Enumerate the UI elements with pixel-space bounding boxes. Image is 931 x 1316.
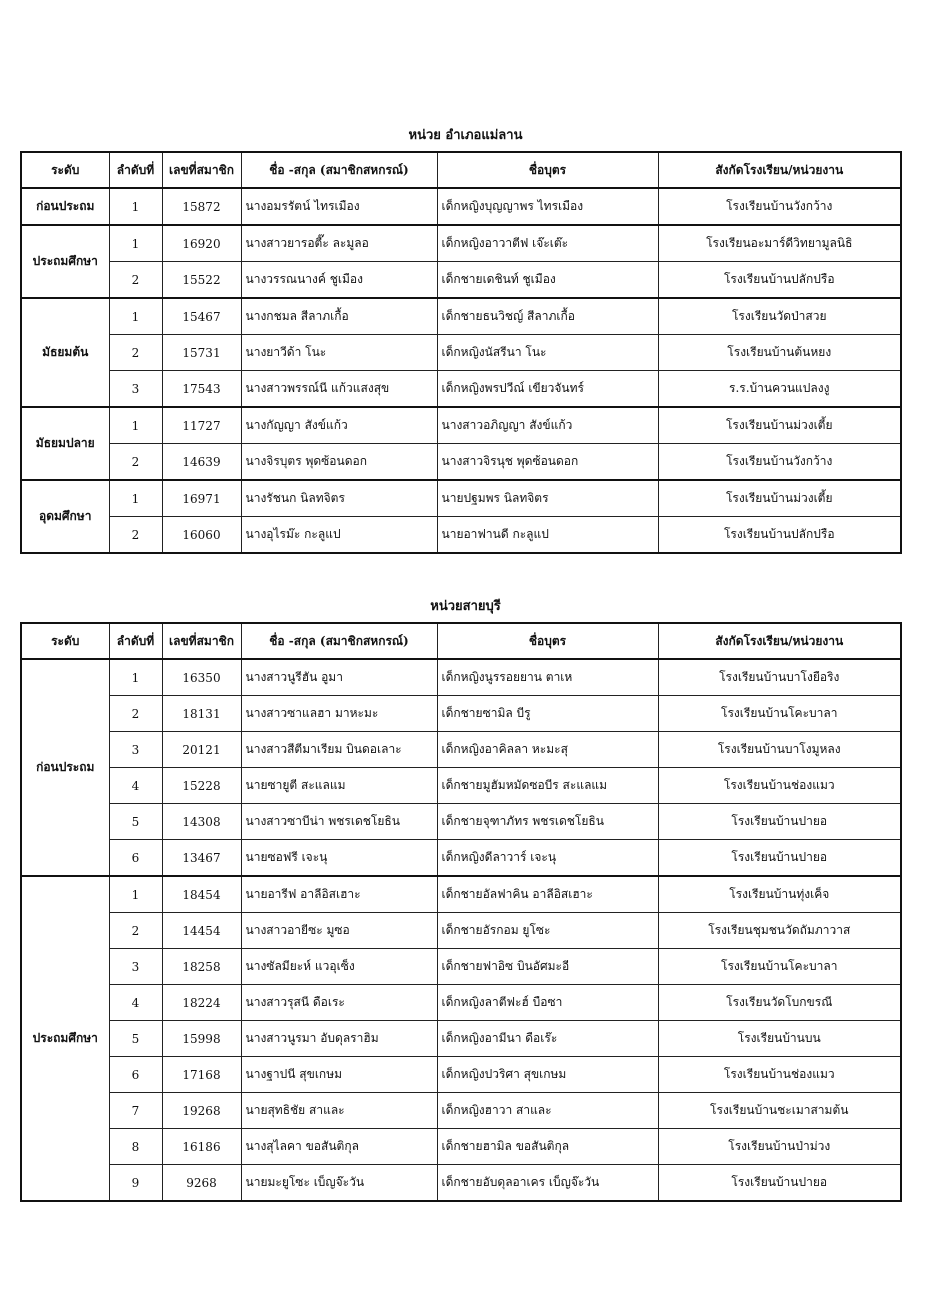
table-row (21, 517, 901, 554)
child-name-cell: เด็กชายอัรกอม ยูโซะ (437, 913, 658, 949)
table-row (21, 804, 901, 840)
table-header-row (21, 623, 901, 659)
level-cell: มัธยมปลาย (21, 407, 109, 480)
header-child-name: ชื่อบุตร (437, 152, 658, 188)
school-cell: โรงเรียนบ้านม่วงเตี้ย (658, 407, 901, 444)
school-cell: โรงเรียนบ้านต้นหยง (658, 335, 901, 371)
member-name-cell: นางสาวนูรมา อับดุลราฮิม (241, 1021, 437, 1057)
child-name-cell: นายปฐมพร นิลทจิตร (437, 480, 658, 517)
table-row (21, 732, 901, 768)
member-no-cell: 19268 (162, 1093, 241, 1129)
child-name-cell: เด็กหญิงบุญญาพร ไทรเมือง (437, 188, 658, 225)
member-no-cell: 15228 (162, 768, 241, 804)
member-name-cell: นางซัลมียะห์ แวอุเซ็ง (241, 949, 437, 985)
order-cell: 6 (109, 840, 162, 877)
header-order: ลำดับที่ (109, 623, 162, 659)
member-name-cell: นางสาวนูรีฮัน อูมา (241, 659, 437, 696)
child-name-cell: เด็กชายเดชินท์ ชูเมือง (437, 262, 658, 299)
table-row (21, 840, 901, 877)
member-name-cell: นางสาวยารอตี๊ะ ละมูลอ (241, 225, 437, 262)
member-name-cell: นางกัญญา สังข์แก้ว (241, 407, 437, 444)
table-row (21, 444, 901, 481)
member-no-cell: 17168 (162, 1057, 241, 1093)
table-row (21, 1021, 901, 1057)
level-cell: อุดมศึกษา (21, 480, 109, 553)
child-name-cell: เด็กชายฮามิล ขอสันติกุล (437, 1129, 658, 1165)
level-cell: ก่อนประถม (21, 659, 109, 876)
member-name-cell: นางสาวสีตีมาเรียม บินดอเลาะ (241, 732, 437, 768)
member-no-cell: 16060 (162, 517, 241, 554)
school-cell: โรงเรียนวัดป่าสวย (658, 298, 901, 335)
order-cell: 1 (109, 298, 162, 335)
order-cell: 5 (109, 804, 162, 840)
child-name-cell: เด็กหญิงฮาวา สาและ (437, 1093, 658, 1129)
school-cell: โรงเรียนบ้านวังกว้าง (658, 444, 901, 481)
order-cell: 9 (109, 1165, 162, 1202)
order-cell: 1 (109, 876, 162, 913)
school-cell: โรงเรียนอะมาร์ดีวิทยามูลนิธิ (658, 225, 901, 262)
section1-title: หน่วย อำเภอแม่ลาน (408, 128, 523, 143)
child-name-cell: เด็กชายซามิล บีรู (437, 696, 658, 732)
member-name-cell: นางสาวพรรณ์นี แก้วแสงสุข (241, 371, 437, 408)
table-row (21, 1093, 901, 1129)
child-name-cell: นางสาวจิรนุช พุดซ้อนดอก (437, 444, 658, 481)
order-cell: 3 (109, 949, 162, 985)
order-cell: 2 (109, 696, 162, 732)
member-no-cell: 18131 (162, 696, 241, 732)
school-cell: โรงเรียนบ้านบาโงยือริง (658, 659, 901, 696)
child-name-cell: เด็กหญิงดีลาวาร์ เจะนุ (437, 840, 658, 877)
member-no-cell: 15998 (162, 1021, 241, 1057)
level-cell: ประถมศึกษา (21, 876, 109, 1201)
member-name-cell: นางวรรณนางค์ ชูเมือง (241, 262, 437, 299)
table-section2 (20, 622, 902, 1202)
order-cell: 1 (109, 188, 162, 225)
table-row (21, 407, 901, 444)
header-level: ระดับ (21, 152, 109, 188)
order-cell: 6 (109, 1057, 162, 1093)
order-cell: 2 (109, 335, 162, 371)
table-row (21, 985, 901, 1021)
child-name-cell: เด็กหญิงพรปวีณ์ เขียวจันทร์ (437, 371, 658, 408)
school-cell: โรงเรียนบ้านปลักปรือ (658, 262, 901, 299)
order-cell: 4 (109, 985, 162, 1021)
child-name-cell: เด็กชายอับดุลอาเคร เบ็ญจ๊ะวัน (437, 1165, 658, 1202)
level-cell: ประถมศึกษา (21, 225, 109, 298)
member-no-cell: 16350 (162, 659, 241, 696)
member-no-cell: 18258 (162, 949, 241, 985)
member-no-cell: 9268 (162, 1165, 241, 1202)
member-name-cell: นางสุไลคา ขอสันติกุล (241, 1129, 437, 1165)
order-cell: 2 (109, 913, 162, 949)
order-cell: 3 (109, 732, 162, 768)
child-name-cell: เด็กหญิงปวริศา สุขเกษม (437, 1057, 658, 1093)
order-cell: 2 (109, 444, 162, 481)
member-no-cell: 11727 (162, 407, 241, 444)
child-name-cell: นางสาวอภิญญา สังข์แก้ว (437, 407, 658, 444)
level-cell: ก่อนประถม (21, 188, 109, 225)
member-no-cell: 14639 (162, 444, 241, 481)
table-row (21, 913, 901, 949)
member-name-cell: นางอุไรม๊ะ กะลูแป (241, 517, 437, 554)
order-cell: 1 (109, 659, 162, 696)
child-name-cell: เด็กชายอัลฟาคิน อาลีอิสเฮาะ (437, 876, 658, 913)
table-row (21, 659, 901, 696)
member-no-cell: 20121 (162, 732, 241, 768)
member-name-cell: นางอมรรัตน์ ไทรเมือง (241, 188, 437, 225)
table-row (21, 371, 901, 408)
child-name-cell: เด็กหญิงอามีนา ดือเร๊ะ (437, 1021, 658, 1057)
table-row (21, 335, 901, 371)
table-header-row (21, 152, 901, 188)
header-member-no: เลขที่สมาชิก (162, 623, 241, 659)
child-name-cell: เด็กชายมูฮัมหมัดซอบีร สะแลแม (437, 768, 658, 804)
table-row (21, 298, 901, 335)
order-cell: 1 (109, 480, 162, 517)
school-cell: โรงเรียนบ้านช่องแมว (658, 1057, 901, 1093)
member-no-cell: 18454 (162, 876, 241, 913)
school-cell: โรงเรียนบ้านปลักปรือ (658, 517, 901, 554)
child-name-cell: เด็กหญิงอาคิลลา หะมะสุ (437, 732, 658, 768)
member-no-cell: 18224 (162, 985, 241, 1021)
member-name-cell: นางสาวซาแลฮา มาหะมะ (241, 696, 437, 732)
header-level: ระดับ (21, 623, 109, 659)
school-cell: โรงเรียนบ้านปายอ (658, 804, 901, 840)
header-member-name: ชื่อ -สกุล (สมาชิกสหกรณ์) (241, 152, 437, 188)
order-cell: 4 (109, 768, 162, 804)
header-child-name: ชื่อบุตร (437, 623, 658, 659)
member-no-cell: 13467 (162, 840, 241, 877)
header-school: สังกัดโรงเรียน/หน่วยงาน (658, 152, 901, 188)
child-name-cell: เด็กชายธนวิชญ์ สีลาภเกื้อ (437, 298, 658, 335)
table-row (21, 1165, 901, 1202)
table-row (21, 768, 901, 804)
table-section1 (20, 151, 902, 554)
member-name-cell: นายซอฟรี เจะนุ (241, 840, 437, 877)
school-cell: โรงเรียนบ้านบาโงมูหลง (658, 732, 901, 768)
table-row (21, 480, 901, 517)
header-order: ลำดับที่ (109, 152, 162, 188)
school-cell: โรงเรียนชุมชนวัดถัมภาวาส (658, 913, 901, 949)
order-cell: 8 (109, 1129, 162, 1165)
child-name-cell: เด็กหญิงนัสรีนา โนะ (437, 335, 658, 371)
child-name-cell: เด็กหญิงลาตีฟะฮ์ บือซา (437, 985, 658, 1021)
member-no-cell: 14308 (162, 804, 241, 840)
child-name-cell: นายอาฟานดี กะลูแป (437, 517, 658, 554)
member-name-cell: นางสาวอายีซะ มูซอ (241, 913, 437, 949)
school-cell: โรงเรียนบ้านปายอ (658, 1165, 901, 1202)
table-row (21, 225, 901, 262)
member-name-cell: นางรัชนก นิลทจิตร (241, 480, 437, 517)
order-cell: 5 (109, 1021, 162, 1057)
member-name-cell: นายมะยูโซะ เบ็ญจ๊ะวัน (241, 1165, 437, 1202)
school-cell: โรงเรียนบ้านปายอ (658, 840, 901, 877)
school-cell: โรงเรียนบ้านทุ่งเค็จ (658, 876, 901, 913)
header-school: สังกัดโรงเรียน/หน่วยงาน (658, 623, 901, 659)
member-name-cell: นางกชมล สีลาภเกื้อ (241, 298, 437, 335)
school-cell: โรงเรียนบ้านช่องแมว (658, 768, 901, 804)
member-no-cell: 16186 (162, 1129, 241, 1165)
member-name-cell: นางยาวีด้า โนะ (241, 335, 437, 371)
table-row (21, 696, 901, 732)
school-cell: โรงเรียนบ้านวังกว้าง (658, 188, 901, 225)
school-cell: โรงเรียนบ้านม่วงเตี้ย (658, 480, 901, 517)
school-cell: โรงเรียนวัดโบกขรณี (658, 985, 901, 1021)
header-member-no: เลขที่สมาชิก (162, 152, 241, 188)
order-cell: 2 (109, 517, 162, 554)
member-no-cell: 16971 (162, 480, 241, 517)
child-name-cell: เด็กชายจุฑาภัทร พชรเดชโยธิน (437, 804, 658, 840)
table-row (21, 188, 901, 225)
order-cell: 3 (109, 371, 162, 408)
member-no-cell: 17543 (162, 371, 241, 408)
child-name-cell: เด็กชายฟาอิซ บินอัศมะอี (437, 949, 658, 985)
member-no-cell: 15872 (162, 188, 241, 225)
table-row (21, 1129, 901, 1165)
school-cell: โรงเรียนบ้านโคะบาลา (658, 949, 901, 985)
school-cell: โรงเรียนบ้านโคะบาลา (658, 696, 901, 732)
order-cell: 1 (109, 407, 162, 444)
member-no-cell: 16920 (162, 225, 241, 262)
member-no-cell: 15467 (162, 298, 241, 335)
school-cell: โรงเรียนบ้านบน (658, 1021, 901, 1057)
table-row (21, 876, 901, 913)
school-cell: ร.ร.บ้านควนแปลงงู (658, 371, 901, 408)
order-cell: 2 (109, 262, 162, 299)
member-no-cell: 15522 (162, 262, 241, 299)
order-cell: 7 (109, 1093, 162, 1129)
section2-title: หน่วยสายบุรี (430, 599, 501, 614)
member-name-cell: นางสาวรุสนี ดือเระ (241, 985, 437, 1021)
member-name-cell: นางสาวซาบีน่า พชรเดชโยธิน (241, 804, 437, 840)
table-row (21, 262, 901, 299)
level-cell: มัธยมต้น (21, 298, 109, 407)
table-row (21, 1057, 901, 1093)
member-name-cell: นายซายูตี สะแลแม (241, 768, 437, 804)
table-row (21, 949, 901, 985)
header-member-name: ชื่อ -สกุล (สมาชิกสหกรณ์) (241, 623, 437, 659)
member-name-cell: นายสุทธิชัย สาและ (241, 1093, 437, 1129)
member-name-cell: นางฐาปนี สุขเกษม (241, 1057, 437, 1093)
member-name-cell: นายอารีฟ อาลีอิสเฮาะ (241, 876, 437, 913)
child-name-cell: เด็กหญิงอาวาตีฟ เจ๊ะเต๊ะ (437, 225, 658, 262)
order-cell: 1 (109, 225, 162, 262)
child-name-cell: เด็กหญิงนูรรอยยาน ตาเห (437, 659, 658, 696)
member-no-cell: 14454 (162, 913, 241, 949)
school-cell: โรงเรียนบ้านป่าม่วง (658, 1129, 901, 1165)
member-no-cell: 15731 (162, 335, 241, 371)
school-cell: โรงเรียนบ้านชะเมาสามต้น (658, 1093, 901, 1129)
member-name-cell: นางจิรบุตร พุดซ้อนดอก (241, 444, 437, 481)
